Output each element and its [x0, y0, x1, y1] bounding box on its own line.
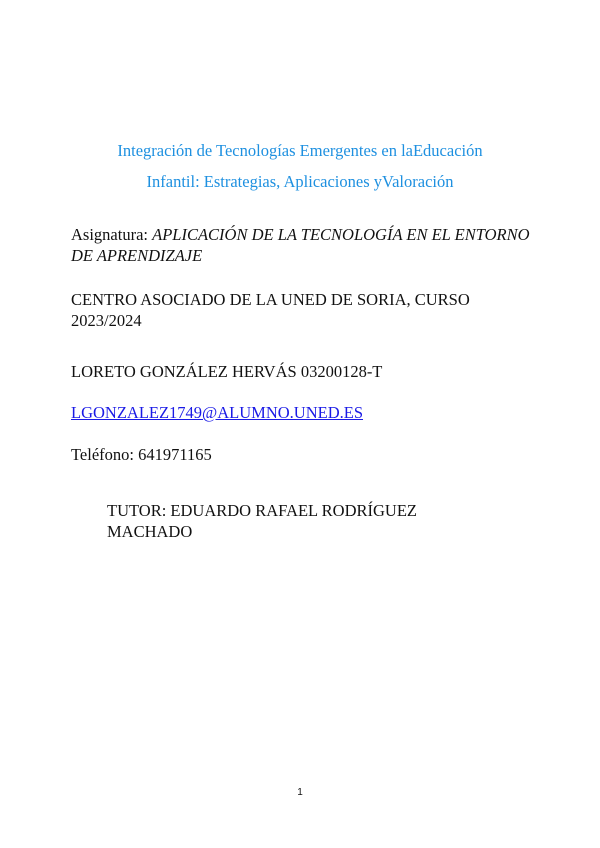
subject-label: Asignatura: — [71, 225, 153, 244]
document-title-line-2: Infantil: Estrategias, Aplicaciones yValoración — [146, 172, 454, 191]
subject-value: APLICACIÓN DE LA TECNOLOGÍA EN EL ENTORNO DE APRENDIZAJE — [71, 225, 530, 265]
page-number: 1 — [297, 787, 303, 798]
document-title-line-1: Integración de Tecnologías Emergentes en laEducación — [117, 141, 483, 160]
subject-paragraph — [71, 224, 531, 266]
centro-paragraph: CENTRO ASOCIADO DE LA UNED DE SORIA, CURSO 2023/2024 — [71, 290, 470, 330]
student-name: LORETO GONZÁLEZ HERVÁS 03200128-T — [71, 362, 383, 381]
tutor-paragraph: TUTOR: EDUARDO RAFAEL RODRÍGUEZ MACHADO — [107, 501, 417, 541]
email-link[interactable]: LGONZALEZ1749@ALUMNO.UNED.ES — [71, 403, 363, 422]
phone-number: Teléfono: 641971165 — [71, 445, 212, 464]
